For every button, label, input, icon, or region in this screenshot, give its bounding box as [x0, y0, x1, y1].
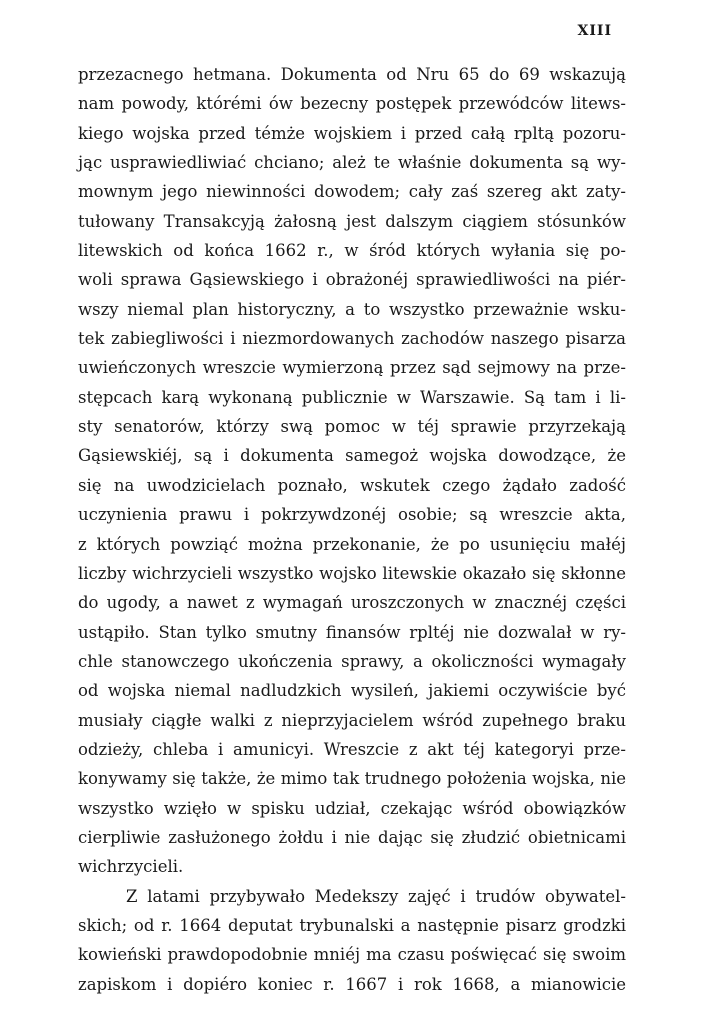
- document-body: [78, 60, 626, 999]
- text-line: przezacnego hetmana. Dokumenta od Nru 65 do 69 wskazują: [78, 65, 626, 84]
- text-line: litewskich od końca 1662 r., w śród których wyłania się po-: [78, 241, 626, 261]
- text-line: tułowany Transakcyją żałosną jest dalszym ciągiem stósunków: [78, 211, 626, 231]
- text-line: wszy niemal plan historyczny, a to wszystko przeważnie wsku-: [78, 299, 626, 319]
- text-line: skich; od r. 1664 deputat trybunalski a następnie pisarz grodzki: [78, 915, 626, 935]
- text-line: sty senatorów, którzy swą pomoc w téj sprawie przyrzekają: [78, 417, 626, 437]
- text-line: z których powziąć można przekonanie, że po usunięciu małéj: [78, 534, 626, 554]
- text-line: uwieńczonych wreszcie wymierzoną przez sąd sejmowy na prze-: [78, 358, 626, 378]
- text-line: kiego wojska przed témże wojskiem i przed całą rpltą pozoru-: [78, 123, 626, 143]
- paragraph: [78, 60, 626, 882]
- paragraph: [78, 882, 626, 999]
- page-number: XIII: [577, 23, 612, 39]
- text-line: musiały ciągłe walki z nieprzyjacielem wśród zupełnego braku: [78, 710, 626, 730]
- text-line: jąc usprawiedliwiać chciano; ależ te właśnie dokumenta są wy-: [78, 153, 626, 173]
- text-line: stępcach karą wykonaną publicznie w Warszawie. Są tam i li-: [78, 387, 626, 407]
- text-line: się na uwodzicielach poznało, wskutek czego żądało zadość: [78, 475, 626, 495]
- text-line: mownym jego niewinności dowodem; cały zaś szereg akt zaty-: [78, 182, 626, 202]
- text-line: cierpliwie zasłużonego żołdu i nie dając się złudzić obietnicami: [78, 827, 626, 847]
- text-line: woli sprawa Gąsiewskiego i obrażonéj sprawiedliwości na piér-: [78, 270, 626, 290]
- text-line: konywamy się także, że mimo tak trudnego położenia wojska, nie: [78, 769, 626, 789]
- text-line: ustąpiło. Stan tylko smutny finansów rpltéj nie dozwalał w ry-: [78, 622, 626, 642]
- text-line: do ugody, a nawet z wymagań uroszczonych w znacznéj części: [78, 593, 626, 613]
- text-line: zapiskom i dopiéro koniec r. 1667 i rok 1668, a mianowicie: [78, 974, 626, 994]
- text-line: Gąsiewskiéj, są i dokumenta samegoż wojska dowodzące, że: [78, 446, 626, 466]
- text-line: nam powody, którémi ów bezecny postępek przewódców litews-: [78, 94, 626, 114]
- text-line: chle stanowczego ukończenia sprawy, a okoliczności wymagały: [78, 651, 626, 671]
- text-line: wichrzycieli.: [78, 857, 184, 877]
- text-line: Z latami przybywało Medekszy zajęć i trudów obywatel-: [126, 886, 626, 906]
- text-line: kowieński prawdopodobnie mniéj ma czasu poświęcać się swoim: [78, 945, 626, 965]
- text-line: wszystko wzięło w spisku udział, czekając wśród obowiązków: [78, 798, 626, 818]
- text-line: od wojska niemal nadludzkich wysileń, jakiemi oczywiście być: [78, 681, 626, 701]
- text-line: odzieży, chleba i amunicyi. Wreszcie z akt téj kategoryi prze-: [78, 739, 626, 759]
- text-line: liczby wichrzycieli wszystko wojsko litewskie okazało się skłonne: [78, 563, 626, 583]
- text-line: uczynienia prawu i pokrzywdzonéj osobie; są wreszcie akta,: [78, 505, 626, 525]
- text-line: tek zabiegliwości i niezmordowanych zachodów naszego pisarza: [78, 329, 626, 349]
